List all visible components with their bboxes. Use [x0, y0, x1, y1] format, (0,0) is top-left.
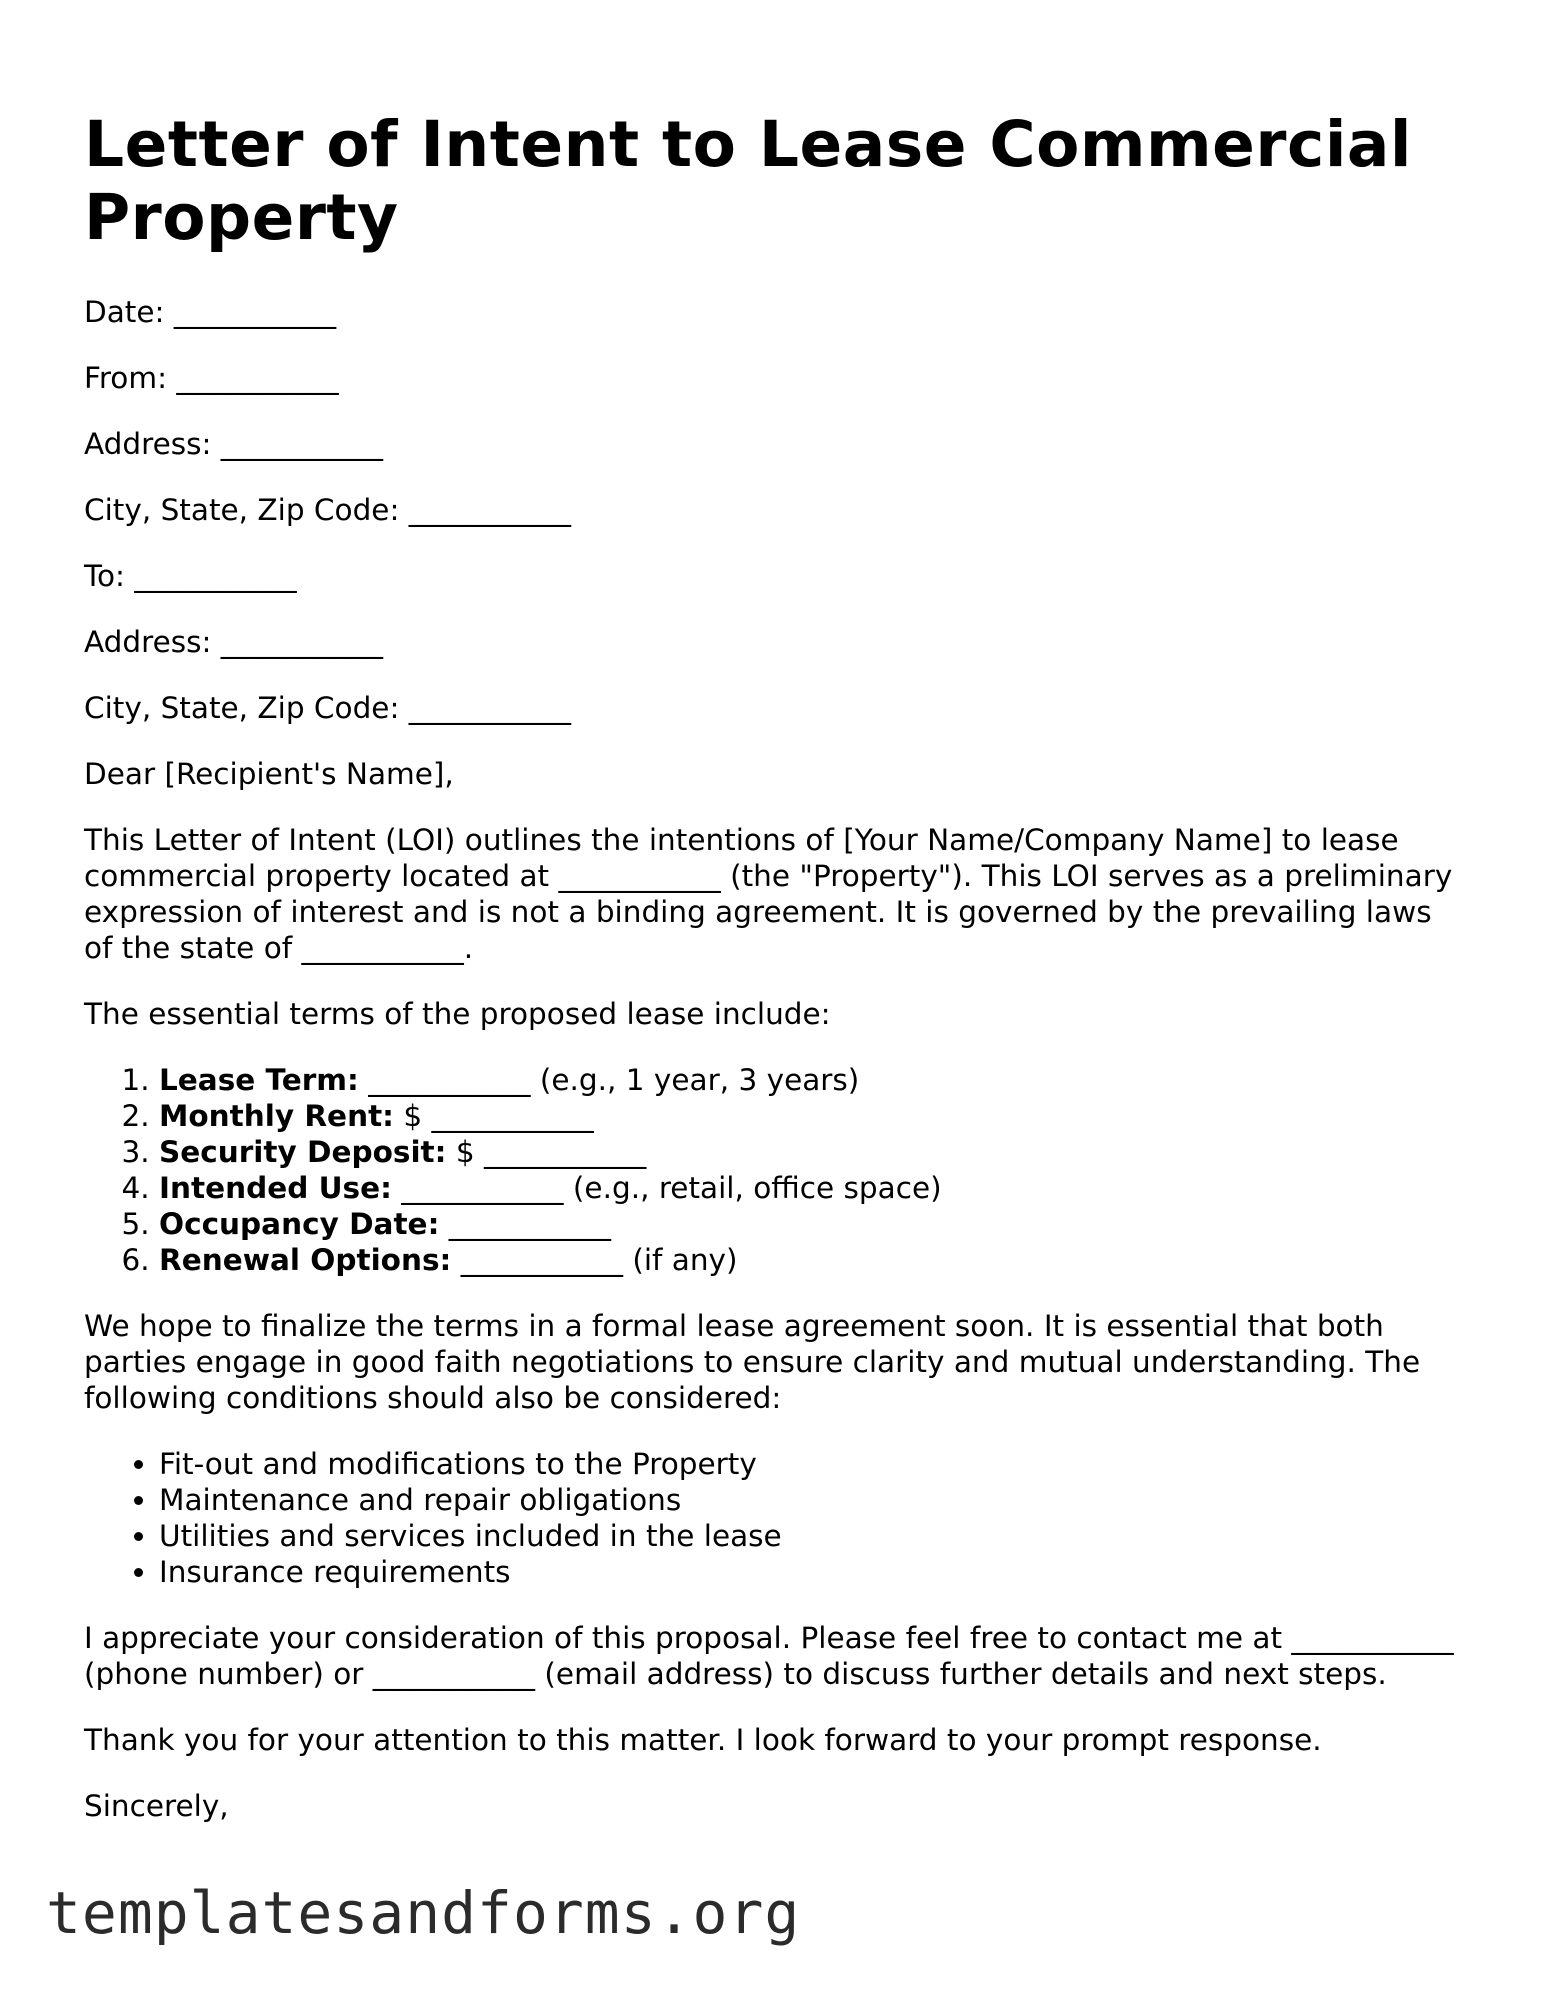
term-label: Security Deposit: — [159, 1135, 447, 1169]
condition-item: • Maintenance and repair obligations — [159, 1482, 1464, 1518]
terms-list — [84, 1062, 1464, 1278]
term-item — [159, 1098, 1464, 1134]
term-label: Lease Term: — [159, 1063, 359, 1097]
date-field: Date: ___________ — [84, 295, 337, 329]
thanks-paragraph: Thank you for your attention to this matter. I look forward to your prompt response. — [84, 1723, 1322, 1757]
term-value: $ ___________ — [393, 1099, 594, 1133]
document-body — [84, 108, 1464, 1854]
finalize-paragraph: We hope to finalize the terms in a formal lease agreement soon. It is essential that both parties engage in good faith negotiations to ensure clarity and mutual understanding. The following conditions should also be considered: — [84, 1309, 1421, 1415]
site-watermark: templatesandforms.org — [46, 1879, 801, 1947]
term-label: Intended Use: — [159, 1171, 392, 1205]
term-value: $ ___________ — [446, 1135, 647, 1169]
to-field: To: ___________ — [84, 559, 297, 593]
term-item — [159, 1134, 1464, 1170]
term-value: ___________ — [439, 1207, 612, 1241]
term-item — [159, 1170, 1464, 1206]
term-item — [159, 1242, 1464, 1278]
from-address-field: Address: ___________ — [84, 427, 384, 461]
term-label: Renewal Options: — [159, 1243, 452, 1277]
intro-paragraph: This Letter of Intent (LOI) outlines the intentions of [Your Name/Company Name] to lease commercial property located at ___________ (the "Property"). This LOI serves as a preliminary expression of interest and is not a binding agreement. It is governed by the prevailing laws of the state of ___________. — [84, 823, 1453, 965]
document-title: Letter of Intent to Lease Commercial Property — [84, 108, 1413, 254]
to-address-field: Address: ___________ — [84, 625, 384, 659]
condition-item: • Utilities and services included in the lease — [159, 1518, 1464, 1554]
from-field: From: ___________ — [84, 361, 339, 395]
condition-item: • Insurance requirements — [159, 1554, 1464, 1590]
term-value: ___________ (if any) — [451, 1243, 738, 1277]
to-city-state-zip-field: City, State, Zip Code: ___________ — [84, 691, 572, 725]
condition-item: • Fit-out and modifications to the Property — [159, 1446, 1464, 1482]
term-label: Occupancy Date: — [159, 1207, 440, 1241]
term-item — [159, 1206, 1464, 1242]
from-city-state-zip-field: City, State, Zip Code: ___________ — [84, 493, 572, 527]
term-value: ___________ (e.g., 1 year, 3 years) — [358, 1063, 860, 1097]
term-value: ___________ (e.g., retail, office space) — [391, 1171, 942, 1205]
term-item — [159, 1062, 1464, 1098]
contact-paragraph: I appreciate your consideration of this proposal. Please feel free to contact me at ___________ (phone number) or ___________ (email address) to discuss further details and next steps. — [84, 1621, 1454, 1691]
header-fields — [84, 294, 1464, 726]
conditions-list — [84, 1446, 1464, 1590]
terms-intro: The essential terms of the proposed lease include: — [84, 997, 831, 1031]
closing: Sincerely, — [84, 1789, 229, 1823]
salutation: Dear [Recipient's Name], — [84, 757, 454, 791]
term-label: Monthly Rent: — [159, 1099, 394, 1133]
